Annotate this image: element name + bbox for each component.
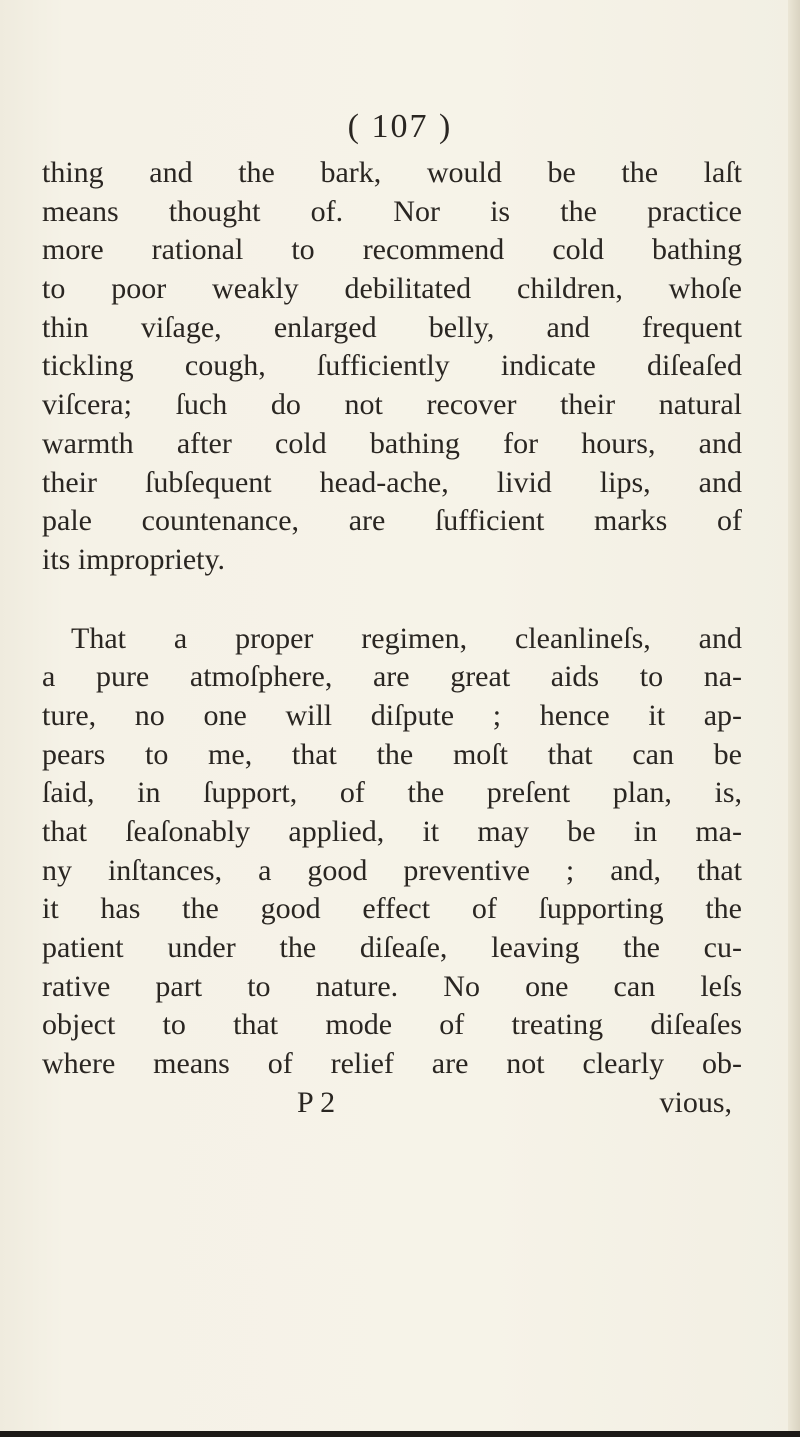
page-bottom-border (0, 1431, 800, 1437)
text-line: that ſeaſonably applied, it may be in ma- (42, 815, 742, 848)
text-line: where means of relief are not clearly ob- (42, 1047, 742, 1081)
text-line: tickling cough, ſufficiently indicate diſeaſed (42, 349, 742, 383)
text-line: pale countenance, are ſufficient marks of (42, 504, 742, 538)
text-line: their ſubſequent head-ache, livid lips, and (42, 465, 742, 499)
page-edge (788, 0, 800, 1437)
text-line: thin viſage, enlarged belly, and frequent (42, 310, 742, 344)
text-line: object to that mode of treating diſeaſes (42, 1008, 742, 1042)
text-line: thing and the bark, would be the laſt (42, 156, 742, 189)
text-line: to poor weakly debilitated children, whoſe (42, 272, 742, 306)
text-line: more rational to recommend cold bathing (42, 233, 742, 267)
text-line: pears to me, that the moſt that can be (42, 737, 742, 771)
page-number-header: ( 107 ) (347, 108, 453, 145)
text-line: ſaid, in ſupport, of the preſent plan, is, (42, 776, 742, 810)
text-line: That a proper regimen, cleanlineſs, and (71, 621, 742, 655)
paragraph-2 (42, 620, 742, 1084)
text-line: ny inſtances, a good preventive ; and, that (42, 853, 742, 887)
text-line: warmth after cold bathing for hours, and (42, 426, 742, 460)
text-line: patient under the diſeaſe, leaving the cu- (42, 931, 742, 965)
signature-mark: P 2 (297, 1085, 336, 1119)
text-line: rative part to nature. No one can leſs (42, 969, 742, 1003)
catchword: vious, (659, 1085, 732, 1119)
text-line: viſcera; ſuch do not recover their natural (42, 388, 742, 422)
text-line: means thought of. Nor is the practice (42, 194, 742, 228)
text-line: its impropriety. (42, 542, 226, 576)
text-line: it has the good effect of ſupporting the (42, 892, 742, 926)
body-text (42, 154, 742, 1123)
text-line: ture, no one will diſpute ; hence it ap- (42, 698, 742, 732)
paragraph-1 (42, 154, 742, 580)
paragraph-gap (42, 580, 742, 620)
text-line: a pure atmoſphere, are great aids to na- (42, 660, 742, 694)
page-footer (42, 1084, 742, 1123)
